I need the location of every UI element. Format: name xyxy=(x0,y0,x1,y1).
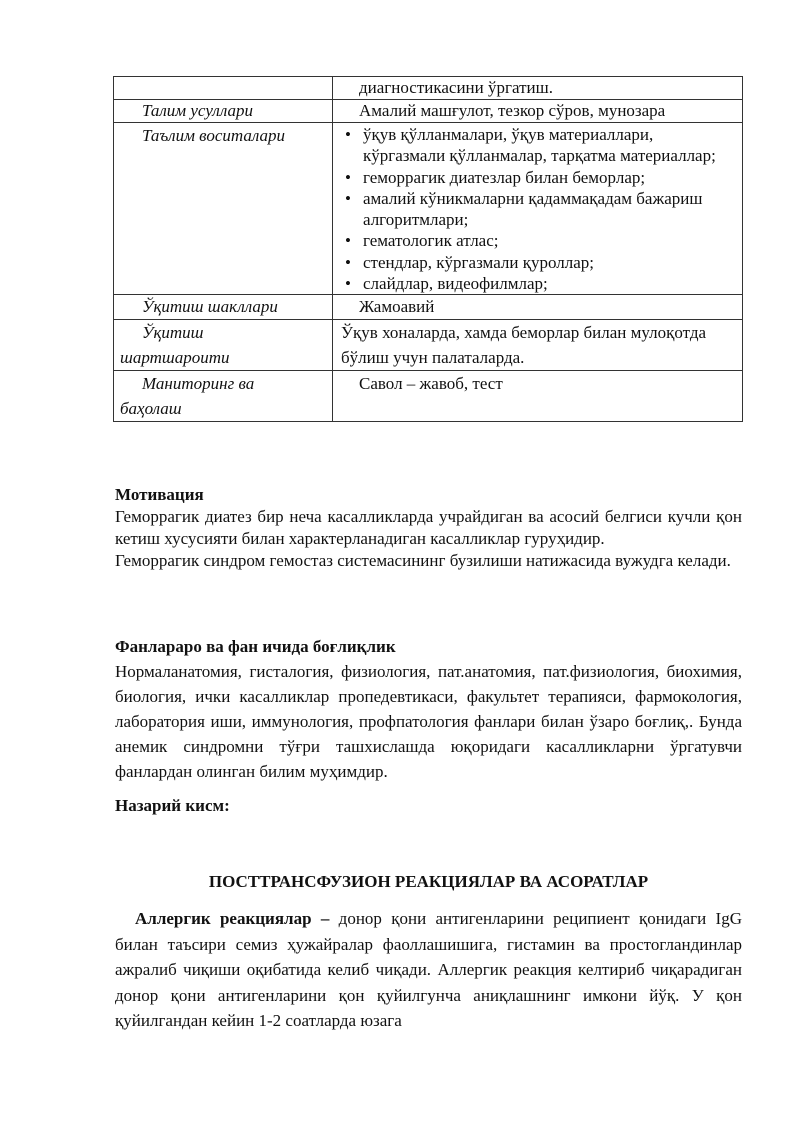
table-row xyxy=(114,123,743,295)
teaching-tools-list xyxy=(341,124,736,294)
table-value-text: Жамоавий xyxy=(359,297,435,317)
allergic-term: Аллергик реакциялар – xyxy=(135,909,330,928)
table-value-text: Савол – жавоб, тест xyxy=(359,374,503,394)
allergic-section xyxy=(115,906,742,1034)
table-row xyxy=(114,295,743,320)
table-label-text: шартшароити xyxy=(120,348,230,368)
motivation-paragraph: Геморрагик синдром гемостаз системасининг бузилиши натижасида вужудга келади. xyxy=(115,551,731,570)
table-label-text: Маниторинг ва xyxy=(142,374,255,394)
table-label-text: Талим усуллари xyxy=(142,101,253,120)
section-title: ПОСТТРАНСФУЗИОН РЕАКЦИЯЛАР ВА АСОРАТЛАР xyxy=(208,872,649,891)
table-label-cell xyxy=(114,123,333,295)
table-row xyxy=(114,320,743,371)
table-label-cell xyxy=(114,100,333,123)
table-value-cell xyxy=(333,77,743,100)
table-value-cell xyxy=(333,371,743,422)
table-value-cell xyxy=(333,295,743,320)
table-label-cell xyxy=(114,77,333,100)
table-row xyxy=(114,100,743,123)
list-item: • амалий кўникмаларни қадаммақадам бажариш алгоритмлари; xyxy=(363,188,736,231)
table-label-text: Ўқитиш xyxy=(142,323,204,343)
motivation-heading: Мотивация xyxy=(115,485,204,504)
motivation-paragraph: Геморрагик диатез бир неча касалликларда учрайдиган ва асосий белгиси кучли қон кетиш хусусияти билан характерланадиган касалликлар гуруҳидир. xyxy=(115,507,742,548)
motivation-section xyxy=(115,484,742,572)
table-label-cell xyxy=(114,295,333,320)
table-label-cell xyxy=(114,371,333,422)
allergic-text: донор қони антигенларини реципиент қонидаги IgG билан таъсири семиз ҳужайралар фаоллашишига, гистамин ва простогландинлар ажралиб чиқиши оқибатида келиб чиқади. Аллергик реакция келтириб чиқарадиган донор қони антигенларини қон қуйилгунча аниқлашнинг имкони йўқ. У қон қуйилгандан кейин 1-2 соатларда юзага xyxy=(115,909,742,1030)
interdisciplinary-heading: Фанлараро ва фан ичида боғлиқлик xyxy=(115,637,396,656)
list-item: • геморрагик диатезлар билан беморлар; xyxy=(363,167,736,188)
lesson-info-table xyxy=(113,76,743,422)
table-label-text: баҳолаш xyxy=(120,399,182,419)
table-value-cell: Ўқув хоналарда, хамда беморлар билан мулоқотда бўлиш учун палаталарда. xyxy=(333,320,743,371)
list-item: • стендлар, кўргазмали қуроллар; xyxy=(363,252,736,273)
list-item: • ўқув қўлланмалари, ўқув материаллари, кўргазмали қўлланмалар, тарқатма материаллар; xyxy=(363,124,736,167)
table-value-cell xyxy=(333,100,743,123)
table-label-text: Таълим воситалари xyxy=(142,126,285,145)
table-value-cell xyxy=(333,123,743,295)
allergic-paragraph xyxy=(115,906,742,1034)
table-value-text: диагностикасини ўргатиш. xyxy=(359,78,553,97)
theory-section xyxy=(115,795,742,817)
list-item: • слайдлар, видеофилмлар; xyxy=(363,273,736,294)
table-row xyxy=(114,371,743,422)
list-item: • гематологик атлас; xyxy=(363,230,736,251)
interdisciplinary-section xyxy=(115,636,742,784)
table-label-cell xyxy=(114,320,333,371)
theory-heading: Назарий кисм: xyxy=(115,796,230,815)
table-label-text: Ўқитиш шакллари xyxy=(142,297,278,317)
table-row xyxy=(114,77,743,100)
table-value-text: Амалий машғулот, тезкор сўров, мунозара xyxy=(359,101,666,120)
interdisciplinary-paragraph: Нормаланатомия, гисталогия, физиология, пат.анатомия, пат.физиология, биохимия, биология, ички касалликлар пропедевтикаси, факультет терапияси, фармокология, лаборатория иши, иммунология, профпатология фанлари билан ўзаро боғлиқ,. Бунда анемик синдромни тўғри ташхислашда юқоридаги касалликларни ўргатувчи фанлардан олинган билим муҳимдир. xyxy=(115,662,742,781)
